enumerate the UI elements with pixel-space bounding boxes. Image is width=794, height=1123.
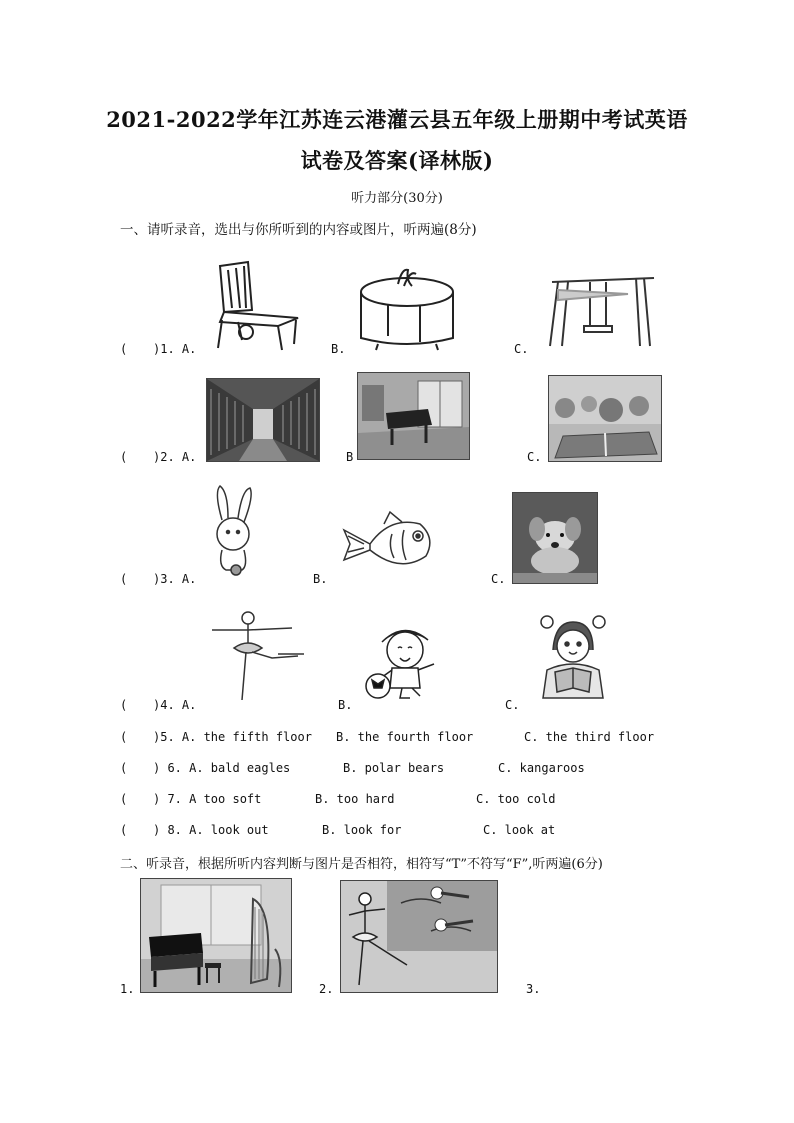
option-b-label: B. — [331, 342, 346, 356]
option-b-text: B. too hard — [315, 792, 395, 806]
answer-paren: ( — [120, 730, 128, 744]
option-c-text: C. too cold — [476, 792, 556, 806]
puppy-photo-icon — [512, 492, 598, 584]
option-b-label: B. — [313, 572, 328, 586]
option-b-label: B. — [338, 698, 353, 712]
question-number: )4. A. — [153, 698, 197, 712]
dance-swim-photo-icon — [340, 880, 498, 993]
fish-icon — [340, 510, 435, 578]
option-a-text: ) 6. A. bald eagles — [153, 761, 291, 775]
option-c-text: C. kangaroos — [498, 761, 585, 775]
answer-paren: ( — [120, 698, 128, 712]
library-photo-icon — [206, 378, 320, 462]
question-number: )2. A. — [153, 450, 197, 464]
answer-paren: ( — [120, 792, 128, 806]
answer-paren: ( — [120, 761, 128, 775]
item-number: 3. — [526, 982, 541, 996]
option-c-label: C. — [514, 342, 529, 356]
option-c-label: C. — [491, 572, 506, 586]
option-b-text: B. look for — [322, 823, 402, 837]
music-room-photo-icon — [357, 372, 470, 460]
item-number: 2. — [319, 982, 334, 996]
ballet-girl-icon — [208, 608, 308, 706]
option-a-text: )5. A. the fifth floor — [153, 730, 312, 744]
answer-paren: ( — [120, 823, 128, 837]
boy-football-icon — [362, 618, 448, 700]
question-number: )1. A. — [153, 342, 197, 356]
rabbit-icon — [208, 482, 258, 578]
page-title-line1: 2021-2022学年江苏连云港灌云县五年级上册期中考试英语 — [106, 107, 688, 132]
answer-paren: ( — [120, 572, 128, 586]
answer-paren: ( — [120, 342, 128, 356]
answer-paren: ( — [120, 450, 128, 464]
option-c-label: C. — [505, 698, 520, 712]
item-number: 1. — [120, 982, 135, 996]
option-c-label: C. — [527, 450, 542, 464]
chair-icon — [208, 260, 303, 352]
page-title-line2: 试卷及答案(译林版) — [300, 148, 494, 173]
section1-heading: 一、请听录音，选出与你所听到的内容或图片，听两遍(8分) — [120, 222, 477, 238]
option-c-text: C. the third floor — [524, 730, 655, 744]
option-c-text: C. look at — [483, 823, 556, 837]
table-tennis-room-photo-icon — [548, 375, 662, 462]
listening-header: 听力部分(30分) — [351, 191, 443, 206]
option-a-text: ) 8. A. look out — [153, 823, 269, 837]
option-b-text: B. polar bears — [343, 761, 445, 775]
girl-reading-icon — [533, 610, 613, 704]
option-a-text: ) 7. A too soft — [153, 792, 262, 806]
option-b-text: B. the fourth floor — [336, 730, 474, 744]
option-b-label: B — [346, 450, 354, 464]
swing-icon — [548, 270, 658, 350]
round-table-icon — [358, 264, 456, 352]
question-number: )3. A. — [153, 572, 197, 586]
section2-heading: 二、听录音，根据所听内容判断与图片是否相符，相符写“T”不符写“F”,听两遍(6分) — [120, 857, 603, 872]
piano-harp-photo-icon — [140, 878, 292, 993]
